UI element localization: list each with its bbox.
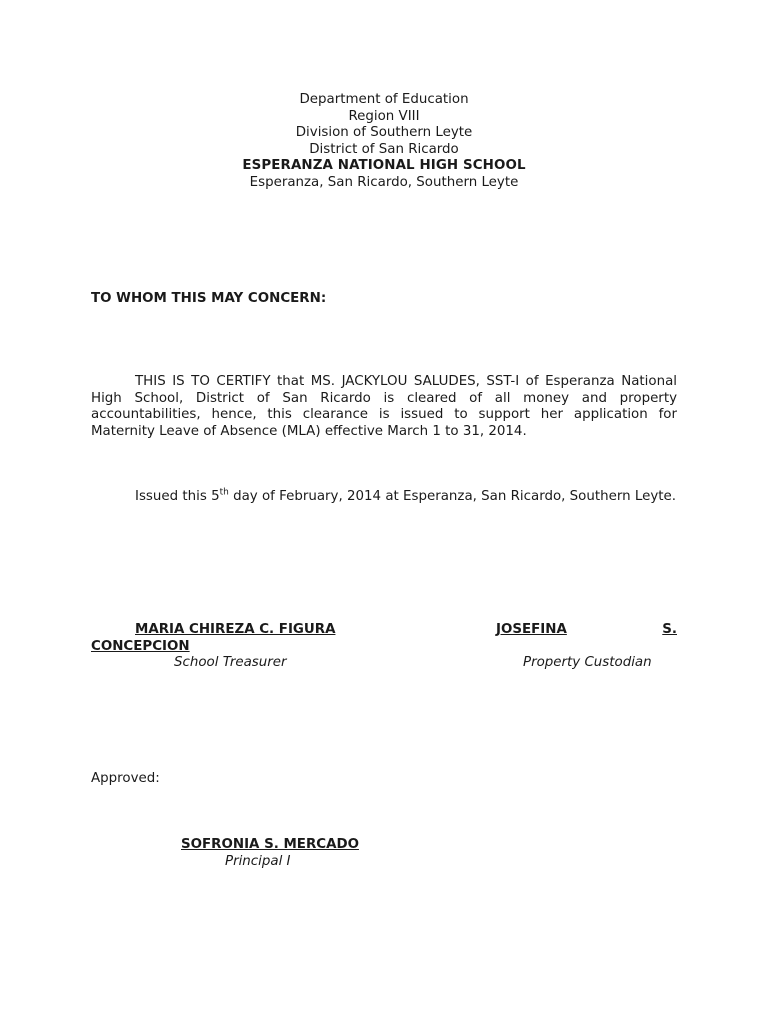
region-name: Region VIII: [348, 108, 420, 124]
certification-paragraph: [91, 374, 677, 440]
custodian-initial: S.: [662, 622, 677, 637]
treasurer-name-continued: CONCEPCION: [91, 639, 190, 654]
district-name: District of San Ricardo: [309, 141, 459, 157]
issuance-text-start: Issued this 5: [135, 489, 220, 504]
division-name: Division of Southern Leyte: [295, 125, 473, 141]
department-name: Department of Education: [299, 92, 469, 107]
custodian-name: [496, 622, 677, 639]
issuance-text-end: day of February, 2014 at Esperanza, San Ricardo, Southern Leyte.: [228, 489, 676, 504]
school-name: ESPERANZA NATIONAL HIGH SCHOOL: [242, 158, 526, 174]
issuance-paragraph: [91, 489, 677, 506]
letterhead: [0, 92, 768, 192]
custodian-title: Property Custodian: [523, 655, 652, 670]
approved-label: Approved:: [91, 771, 160, 786]
treasurer-title: School Treasurer: [174, 655, 287, 670]
certification-text: THIS IS TO CERTIFY that MS. JACKYLOU SALUDES, SST-I of Esperanza National High School, District of San Ricardo is cleared of all money and property accountabilities, hence, this clearance is issued to support her application for Maternity Leave of Absence (MLA) effective March 1 to 31, 2014.: [91, 374, 677, 439]
custodian-first-name: JOSEFINA: [496, 622, 567, 637]
school-address: Esperanza, San Ricardo, Southern Leyte: [249, 174, 519, 190]
ordinal-suffix: th: [219, 487, 229, 498]
principal-name: SOFRONIA S. MERCADO: [181, 837, 359, 852]
salutation: TO WHOM THIS MAY CONCERN:: [91, 291, 327, 306]
principal-title: Principal I: [225, 854, 291, 869]
treasurer-name: MARIA CHIREZA C. FIGURA: [135, 622, 336, 637]
